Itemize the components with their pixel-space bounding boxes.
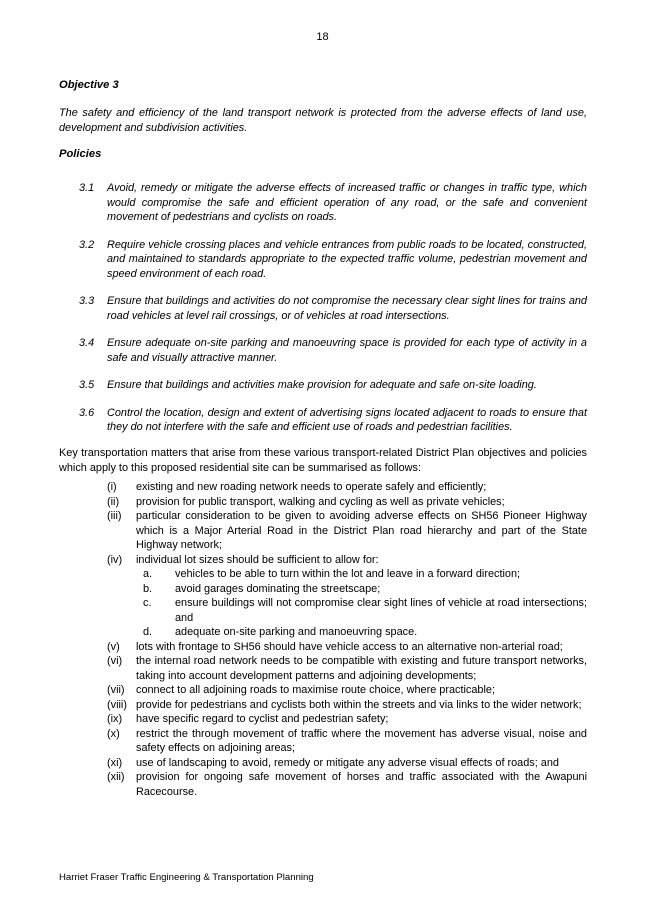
policy-text: Control the location, design and extent of advertising signs located adjacent to roads to ensure that they do not interfere with the safe and efficient use of roads and pedestrian facilities. [107, 406, 587, 433]
sub-list-letter: c. [143, 597, 152, 609]
list-number: (iii) [107, 510, 122, 522]
list-item [107, 509, 587, 553]
list-item [107, 756, 587, 771]
list-number: (i) [107, 481, 117, 493]
list-text: particular consideration to be given to avoiding adverse effects on SH56 Pioneer Highway which is a Major Arterial Road in the District Plan road hierarchy and part of the State Highway network; [136, 510, 587, 551]
list-item [107, 698, 587, 713]
list-item [107, 712, 587, 727]
policy-number: 3.1 [79, 182, 95, 194]
list-item [107, 480, 587, 495]
policies-heading: Policies [59, 148, 102, 160]
policy-list [79, 181, 587, 448]
policy-text: Avoid, remedy or mitigate the adverse effects of increased traffic or changes in traffic type, which would compromise the safe and efficient operation of any road, or the safe and convenient movement of pedestrians and cyclists on roads. [107, 182, 587, 223]
policy-item [79, 378, 587, 393]
policy-number: 3.2 [79, 238, 95, 251]
sub-list-item [143, 567, 587, 582]
list-number: (ix) [107, 713, 123, 725]
sub-list-letter: a. [143, 568, 153, 580]
list-text: lots with frontage to SH56 should have vehicle access to an alternative non-arterial road; [136, 640, 563, 653]
policy-number: 3.6 [79, 406, 95, 419]
sub-list-text: vehicles to be able to turn within the lot and leave in a forward direction; [175, 568, 521, 580]
summary-intro: Key transportation matters that arise from these various transport-related District Plan objectives and policies which apply to this proposed residential site can be summarised as follows: [59, 447, 587, 474]
policy-item [79, 238, 587, 282]
list-item [107, 495, 587, 510]
objective-heading: Objective 3 [59, 79, 119, 91]
policy-item [79, 406, 587, 435]
sub-list-letter: b. [143, 582, 153, 595]
list-item [107, 640, 587, 655]
sub-list-letter: d. [143, 626, 153, 638]
list-number: (vi) [107, 655, 123, 667]
list-number: (xi) [107, 756, 123, 769]
policy-item [79, 294, 587, 323]
policy-number: 3.3 [79, 295, 95, 307]
list-number: (v) [107, 640, 120, 653]
policy-number: 3.4 [79, 337, 95, 349]
list-number: (xii) [107, 771, 125, 783]
list-number: (vii) [107, 684, 125, 696]
sub-list-item [143, 582, 587, 597]
policy-item [79, 181, 587, 225]
list-text: have specific regard to cyclist and pedestrian safety; [136, 713, 389, 725]
list-text: existing and new roading network needs to operate safely and efficiently; [136, 481, 487, 493]
sub-list-item [143, 596, 587, 625]
page-number: 18 [316, 31, 329, 43]
list-text: restrict the through movement of traffic where the movement has adverse visual, noise and safety effects on adjoining areas; [136, 727, 587, 754]
sub-list-text: adequate on-site parking and manoeuvring space. [175, 626, 418, 638]
policy-text: Ensure that buildings and activities make provision for adequate and safe on-site loading. [107, 379, 537, 391]
objective-text: The safety and efficiency of the land transport network is protected from the adverse effects of land use, development and subdivision activities. [59, 107, 587, 134]
policy-text: Ensure that buildings and activities do not compromise the necessary clear sight lines for trains and road vehicles at level rail crossings, or of vehicles at road intersections. [107, 295, 587, 322]
list-item [107, 683, 587, 698]
list-text: individual lot sizes should be sufficient to allow for: [136, 553, 379, 566]
matters-list [107, 480, 587, 799]
list-text: the internal road network needs to be compatible with existing and future transport networks, taking into account development patterns and adjoining developments; [136, 655, 587, 682]
list-item [107, 770, 587, 799]
list-number: (x) [107, 727, 120, 740]
list-item [107, 553, 587, 568]
sub-list-text: ensure buildings will not compromise clear sight lines of vehicle at road intersections; and [175, 597, 587, 624]
list-number: (iv) [107, 553, 123, 566]
policy-item [79, 336, 587, 365]
list-text: provide for pedestrians and cyclists both within the streets and via links to the wider network; [136, 698, 582, 711]
list-number: (ii) [107, 495, 120, 508]
page-footer: Harriet Fraser Traffic Engineering & Transportation Planning [59, 872, 314, 883]
list-item [107, 654, 587, 683]
policy-text: Require vehicle crossing places and vehicle entrances from public roads to be located, constructed, and maintained to standards appropriate to the expected traffic volume, pedestrian movement and speed environment of each road. [107, 238, 587, 280]
sub-list-text: avoid garages dominating the streetscape; [175, 582, 381, 595]
sub-list-item [143, 625, 587, 640]
list-text: use of landscaping to avoid, remedy or mitigate any adverse visual effects of roads; and [136, 756, 559, 769]
list-number: (viii) [107, 698, 127, 711]
list-text: provision for public transport, walking and cycling as well as private vehicles; [136, 495, 505, 508]
list-text: connect to all adjoining roads to maximise route choice, where practicable; [136, 684, 495, 696]
list-item [107, 727, 587, 756]
list-text: provision for ongoing safe movement of horses and traffic associated with the Awapuni Racecourse. [136, 771, 587, 798]
policy-text: Ensure adequate on-site parking and manoeuvring space is provided for each type of activity in a safe and visually attractive manner. [107, 337, 587, 364]
policy-number: 3.5 [79, 379, 95, 391]
